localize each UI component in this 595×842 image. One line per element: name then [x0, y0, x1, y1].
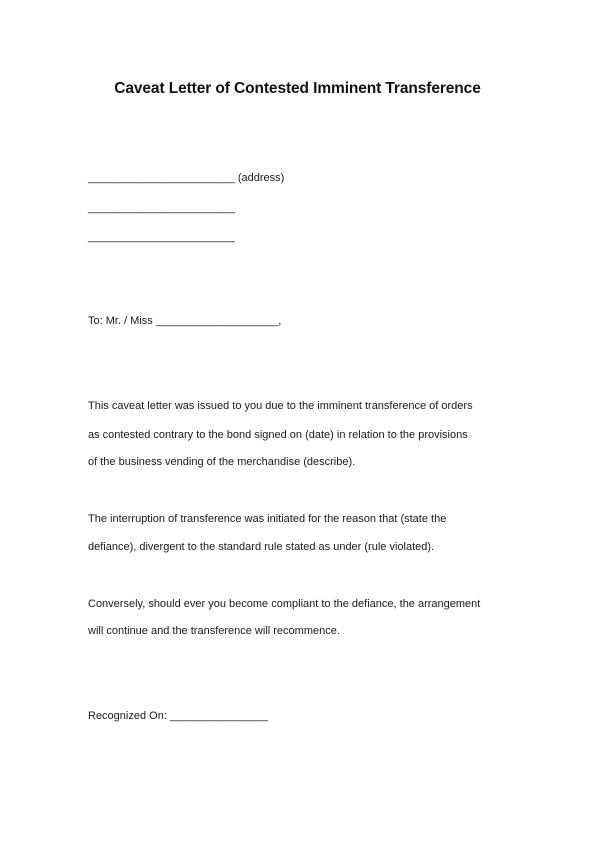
document-title: Caveat Letter of Contested Imminent Transference: [114, 80, 481, 97]
address-line-2: ________________________: [88, 202, 235, 214]
paragraph-3-line-2: will continue and the transference will recommence.: [88, 625, 340, 637]
address-line-1: ________________________ (address): [88, 172, 285, 184]
paragraph-1-line-2: as contested contrary to the bond signed on (date) in relation to the provisions: [88, 429, 468, 441]
paragraph-2-line-1: The interruption of transference was initiated for the reason that (state the: [88, 513, 447, 525]
address-line-3: ________________________: [88, 231, 235, 243]
paragraph-1-line-1: This caveat letter was issued to you due to the imminent transference of orders: [88, 400, 473, 412]
paragraph-3-line-1: Conversely, should ever you become compliant to the defiance, the arrangement: [88, 598, 481, 610]
salutation: To: Mr. / Miss ____________________,: [88, 315, 282, 327]
paragraph-2-line-2: defiance), divergent to the standard rule stated as under (rule violated).: [88, 541, 435, 553]
paragraph-1-line-3: of the business vending of the merchandise (describe).: [88, 456, 356, 468]
recognized-on: Recognized On: ________________: [88, 710, 268, 722]
